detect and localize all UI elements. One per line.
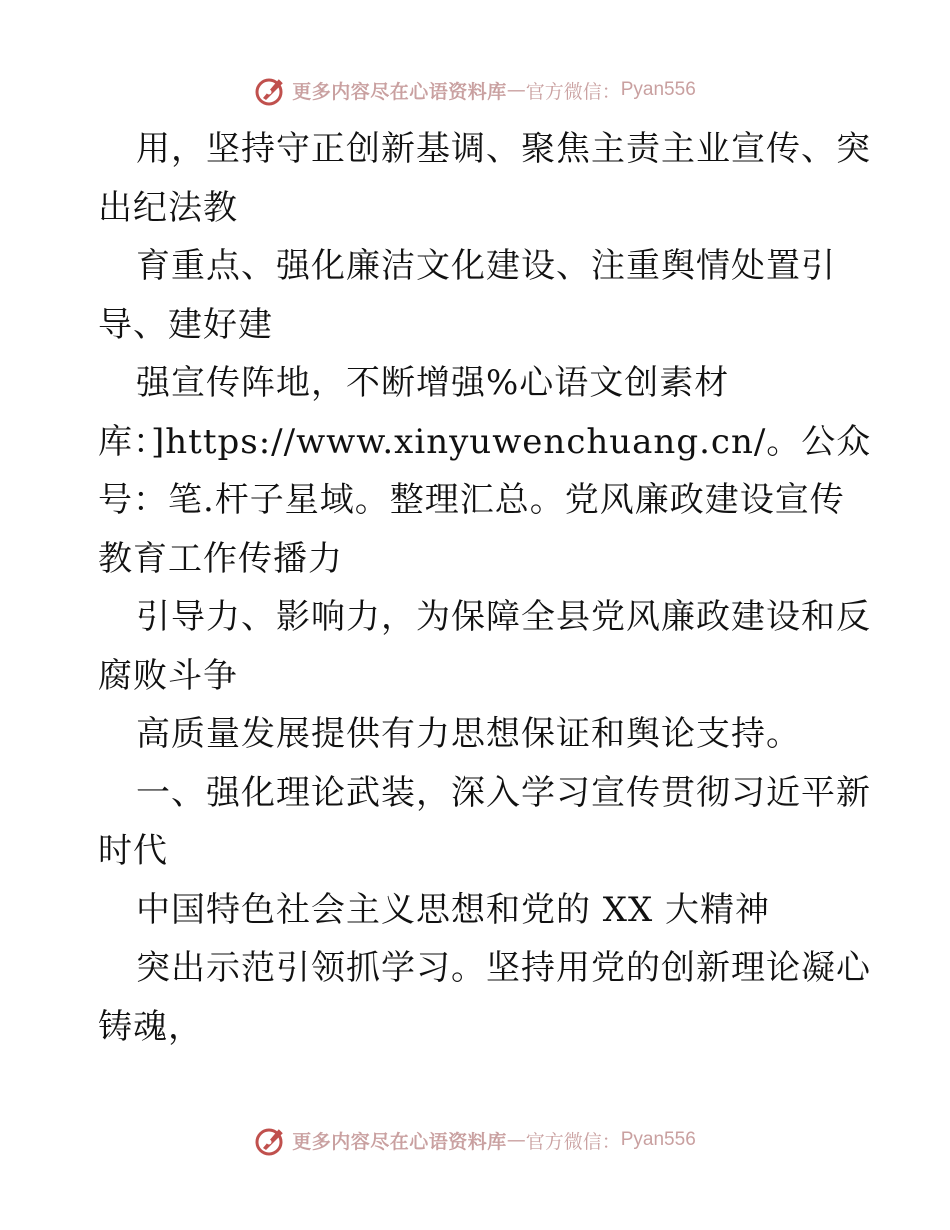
header-banner	[254, 73, 696, 107]
text-line-4: 导、建好建	[98, 304, 273, 345]
text-line-3: 育重点、强化廉洁文化建设、注重舆情处置引	[136, 246, 836, 286]
header-separator: —	[506, 79, 526, 101]
header-brand-text: 更多内容尽在心语资料库	[292, 80, 507, 103]
header-wechat-label: 官方微信：	[525, 80, 621, 103]
footer-brand-text: 更多内容尽在心语资料库	[292, 1130, 507, 1153]
document-body	[98, 120, 872, 1056]
text-line-12: 一、强化理论武装，深入学习宣传贯彻习近平新	[136, 772, 871, 813]
pen-nib-logo-icon	[254, 73, 288, 107]
text-line-11: 高质量发展提供有力思想保证和舆论支持。	[136, 714, 801, 754]
page-footer	[0, 1120, 950, 1160]
text-line-13: 时代	[98, 831, 168, 871]
text-line-10: 腐败斗争	[98, 655, 238, 696]
text-line-2: 出纪法教	[98, 187, 238, 228]
text-line-16: 铸魂，	[98, 1006, 203, 1047]
footer-banner	[254, 1123, 696, 1157]
footer-wechat-label: 官方微信：	[525, 1130, 621, 1153]
page-header	[0, 70, 950, 110]
text-line-7: 号：笔.杆子星域。整理汇总。党风廉政建设宣传	[98, 480, 845, 520]
text-line-9: 引导力、影响力，为保障全县党风廉政建设和反	[136, 597, 871, 637]
footer-separator: —	[506, 1129, 526, 1151]
text-line-6: 库：]https://www.xinyuwenchuang.cn/。公众	[98, 421, 872, 462]
text-line-15: 突出示范引领抓学习。坚持用党的创新理论凝心	[136, 948, 871, 988]
text-line-14: 中国特色社会主义思想和党的 XX 大精神	[136, 889, 771, 930]
text-line-1: 用，坚持守正创新基调、聚焦主责主业宣传、突	[136, 129, 871, 169]
text-line-5: 强宣传阵地，不断增强%心语文创素材	[136, 363, 730, 403]
header-wechat-id: Pyan556	[620, 79, 696, 100]
text-line-8: 教育工作传播力	[98, 538, 343, 579]
footer-wechat-id: Pyan556	[620, 1129, 696, 1150]
pen-nib-logo-icon	[254, 1123, 288, 1157]
